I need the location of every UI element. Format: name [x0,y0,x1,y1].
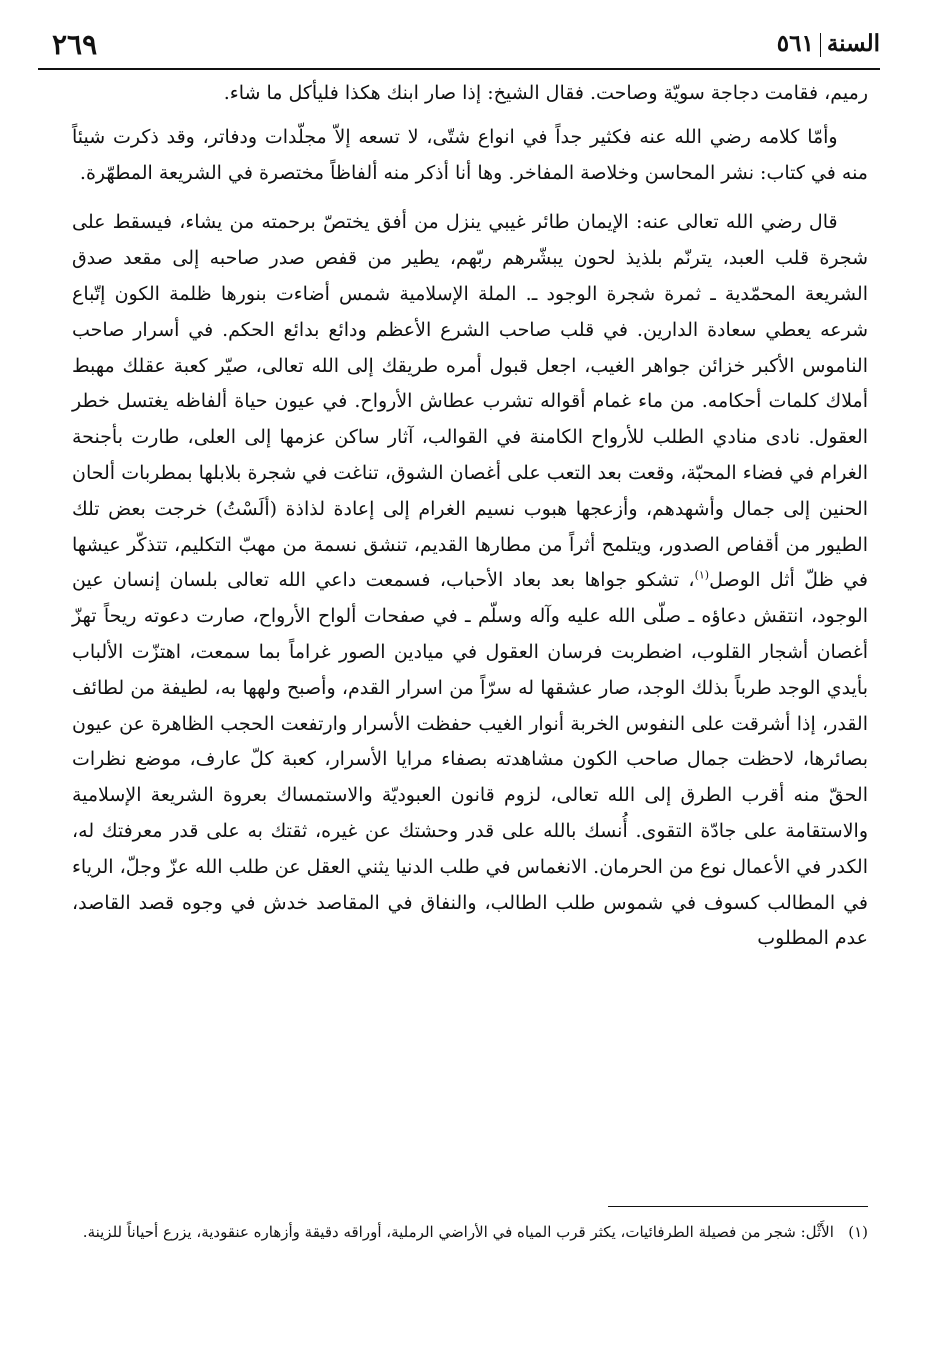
running-year: ٥٦١ [776,30,814,57]
main-text [72,76,868,957]
running-title: السنة [826,30,880,57]
footnote-divider [608,1206,868,1207]
footnote-marker: (١) [694,569,710,583]
footnote-text: الأَثْل: شجر من فصيلة الطرفائيات، يكثر قرب المياه في الأراضي الرملية، أوراقه دقيقة وأزهاره عنقودية، يزرع أحياناً للزينة. [82,1223,834,1241]
header-separator [820,33,821,57]
paragraph-1: رميم، فقامت دجاجة سويّة وصاحت. فقال الشيخ: إذا صار ابنك هكذا فليأكل ما شاء. [223,82,868,104]
paragraph-3 [72,205,868,957]
footnote-number: (١) [848,1223,868,1241]
paragraph-3-text-a: قال رضي الله تعالى عنه: الإيمان طائر غيبي ينزل من أفق يختصّ برحمته من يشاء، فيسقط على شجرة قلب العبد، يترنّم بلذيذ لحون يبشّرهم ربّهم، يطير من قفص صدر صاحبه إلى مقعد صدق الشريعة المحمّدية ـ ثمرة شجرة الوجود ـ. الملة الإسلامية شمس أضاءت بنورها ظلمة الكون إتّباع شرعه يعطي سعادة الدارين. في قلب صاحب الشرع الأعظم ودائع بدائع الحكم. في أسرار صاحب الناموس الأكبر خزائن جواهر الغيب، اجعل قبول أمره طريقك إلى الله تعالى، صيّر كعبة عقلك مهبط أملاك كلمات أحكامه. من ماء غمام أقواله تشرب عطاش الأرواح. في عيون حياة ألفاظه يغتسل خطر العقول. نادى منادي الطلب للأرواح الكامنة في القوالب، آثار ساكن عزمها إلى العلى، طارت بأجنحة الغرام في فضاء المحبّة، وقعت بعد التعب على أغصان الشوق، تناغت في شجرة بلابلها بمطربات ألحان الحنين إلى جمال وأشهدهم، وأزعجها هبوب نسيم الغرام إلى إعادة لذاذة (ألَسْتُ) خرجت بعض تلك الطيور من أقفاص الصدور، ويتلمح أثراً من مطارها القديم، تنشق نسمة من مهبّ التكليم، تتذكّر عيشها في ظلّ أثل الوصل [72,211,868,592]
paragraph-3-text-b: ، تشكو جواها بعد بعاد الأحباب، فسمعت داعي الله تعالى بلسان إنسان عين الوجود، انتقش دعاؤه ـ صلّى الله عليه وآله وسلّم ـ في صفحات ألواح الأرواح، صارت دعوته ريحاً تهزّ أغصان أشجار القلوب، اضطربت فرسان العقول في ميادين الصور غراماً بما سمعت، اهتزّت الألباب بأيدي الوجد طرباً بذلك الوجد، صار عشقها له سرّاً من اسرار القدم، وأصبح ولهها به، لطيفة من لطائف القدر، إذا أشرقت على النفوس الخربة أنوار الغيب حفظت الأسرار وارتفعت الحجب الظاهرة عن عيون بصائرها، لاحظت جمال صاحب الكون مشاهدته بصفاء مرايا الأسرار، كعبة كلّ عارف، موضع نظرات الحقّ منه أقرب الطرق إلى الله تعالى، لزوم قانون العبوديّة والاستمساك بعروة الشريعة الإسلامية والاستقامة على جادّة التقوى. أُنسك بالله على قدر وحشتك عن غيره، ثقتك به على قدر معرفتك له، الكدر في الأعمال نوع من الحرمان. الانغماس في طلب الدنيا يثني العقل عن طلب الله عزّ وجلّ، الرياء في المطالب كسوف في شموس طلب الطالب، والنفاق في المقاصد خدش في وجوه قصد القاصد، عدم المطلوب [72,569,868,950]
running-head [777,30,880,57]
paragraph-2: وأمّا كلامه رضي الله عنه فكثير جداً في انواع شتّى، لا تسعه إلاّ مجلّدات ودفاتر، وقد ذكرت شيئاً منه في كتاب: نشر المحاسن وخلاصة المفاخر. وها أنا أذكر منه ألفاظاً مختصرة في الشريعة المطهّرة. [72,125,868,184]
page-header [38,22,880,70]
footnote [72,1218,868,1247]
page-number: ٢٦٩ [52,28,98,61]
